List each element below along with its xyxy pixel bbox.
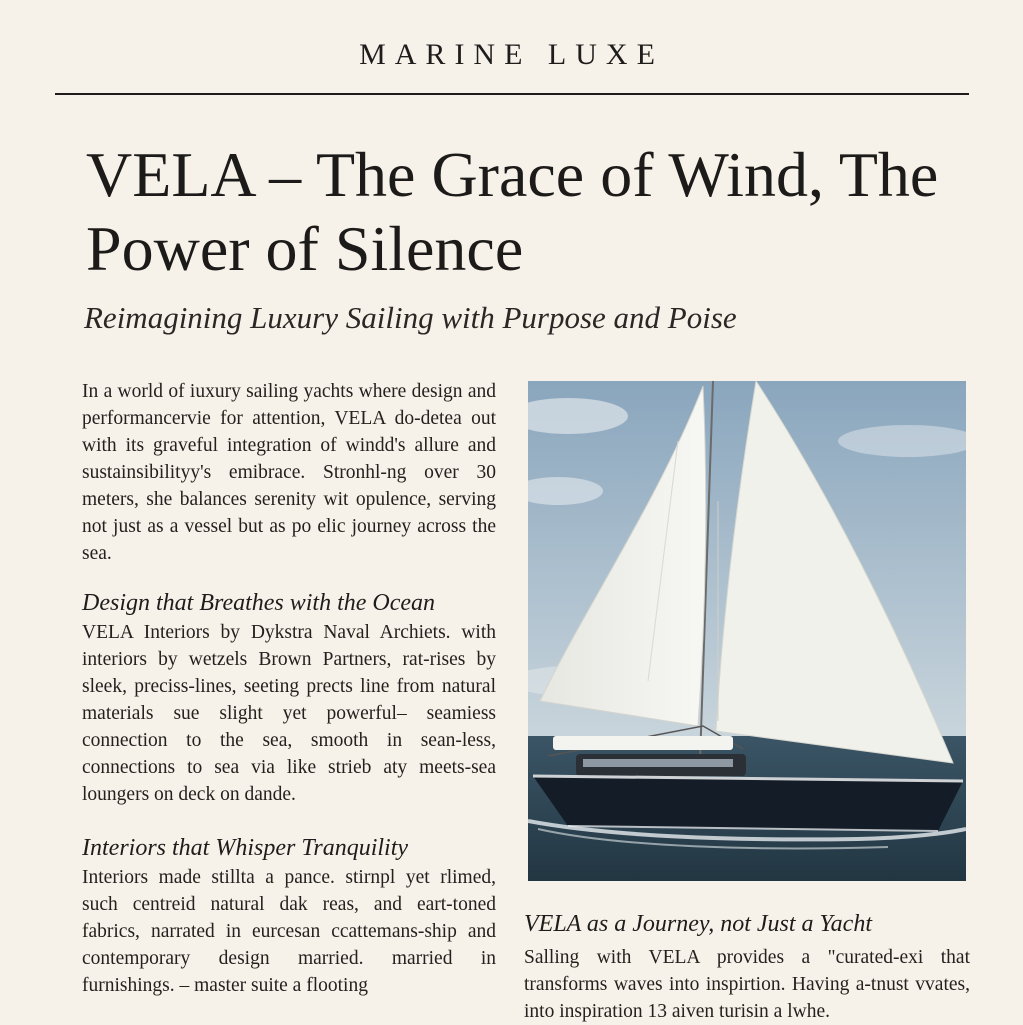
section-body-interiors: Interiors made stillta a pance. stirnpl yet rlimed, such centreid natural dak reas, and eart-toned fabrics, narrated in eurcesan ccattemans-ship and contemporary design married. married in furnishings. – master suite a flooting	[82, 867, 496, 996]
yacht-illustration	[528, 381, 966, 881]
section-body-journey: Salling with VELA provides a "curated-exi that transforms waves into inspirtion. Having a-tnust vvates, into inspiration 13 aiven turisin a lwhe.	[524, 947, 970, 1022]
section-heading-journey: VELA as a Journey, not Just a Yacht	[524, 911, 872, 937]
masthead: MARINE LUXE	[359, 38, 664, 71]
section-heading-interiors: Interiors that Whisper Tranquility	[82, 835, 409, 861]
section-body-design: VELA Interiors by Dykstra Naval Archiets. with interiors by wetzels Brown Partners, rat-rises by sleek, preciss-lines, seeting prects line from natural materials sue slight yet powerful– seamiess connection to the sea, smooth in sean-less, connections to sea via like strieb aty meets-sea loungers on deck on dande.	[82, 622, 496, 805]
headline: VELA – The Grace of Wind, The Power of Silence	[86, 139, 939, 284]
subheadline: Reimagining Luxury Sailing with Purpose and Poise	[84, 300, 737, 335]
left-column	[82, 378, 496, 999]
intro-paragraph: In a world of iuxury sailing yachts where design and performancervie for attention, VELA do-detea out with its graveful integration of windd's allure and sustainsibilityy's emibrace. Stronhl-ng over 30 meters, she balances serenity wit opulence, serving not just as a vessel but as po elic journey across the sea.	[82, 381, 496, 564]
yacht-photo	[528, 381, 966, 881]
right-column-text	[524, 908, 970, 1025]
masthead-rule	[55, 93, 969, 95]
section-heading-design: Design that Breathes with the Ocean	[82, 590, 436, 616]
